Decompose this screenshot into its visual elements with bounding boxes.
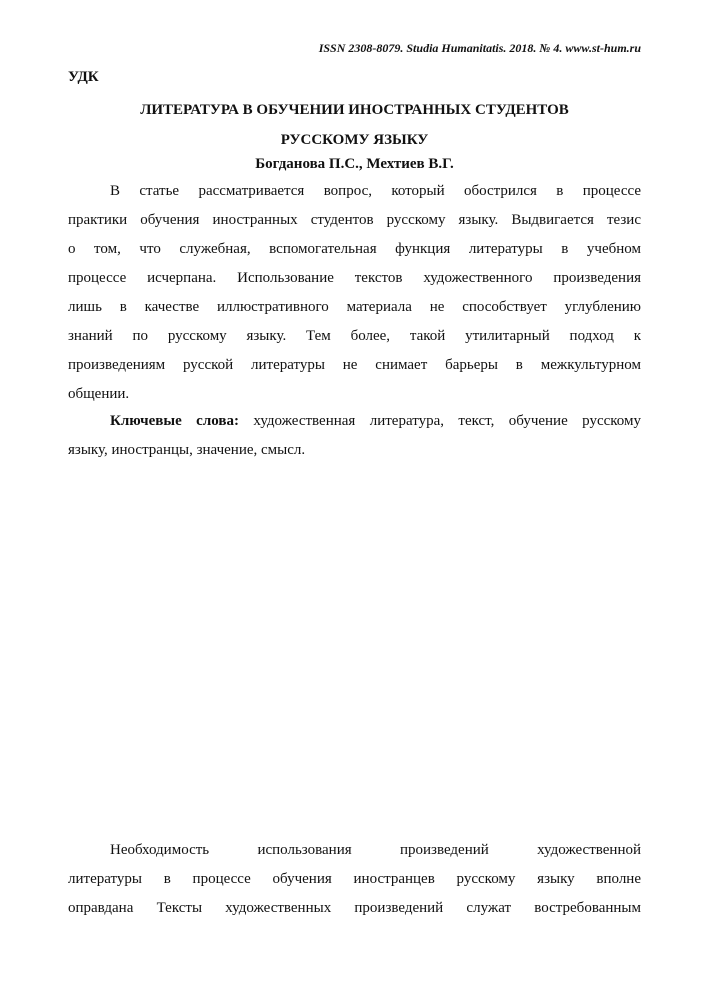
article-title-line-2: РУССКОМУ ЯЗЫКУ <box>280 132 429 148</box>
article-title-line-1: ЛИТЕРАТУРА В ОБУЧЕНИИ ИНОСТРАННЫХ СТУДЕНТОВ <box>140 102 569 118</box>
abstract-line: общении. <box>68 386 130 402</box>
abstract-line: процессе исчерпана. Использование текстов художественного произведения <box>68 270 641 286</box>
abstract-line: знаний по русскому языку. Тем более, такой утилитарный подход к <box>68 328 641 344</box>
authors: Богданова П.С., Мехтиев В.Г. <box>255 156 454 172</box>
keywords-text: художественная литература, текст, обучение русскому <box>238 413 641 429</box>
body-paragraph <box>68 836 641 923</box>
body-line: литературы в процессе обучения иностранцев русскому языку вполне <box>68 871 641 887</box>
keywords-line-2: языку, иностранцы, значение, смысл. <box>68 442 306 458</box>
udk-label: УДК <box>68 69 99 85</box>
abstract-line: лишь в качестве иллюстративного материала не способствует углублению <box>68 299 641 315</box>
abstract-line: В статье рассматривается вопрос, который обострился в процессе <box>110 183 641 199</box>
journal-header: ISSN 2308-8079. Studia Humanitatis. 2018. № 4. www.st-hum.ru <box>318 41 641 55</box>
abstract-line: практики обучения иностранных студентов русскому языку. Выдвигается тезис <box>68 212 641 228</box>
article-title <box>68 95 641 155</box>
keywords-paragraph <box>68 407 641 465</box>
keywords-label: Ключевые слова: <box>110 413 239 429</box>
abstract-line: произведениям русской литературы не снимает барьеры в межкультурном <box>68 357 641 373</box>
keywords-line-1 <box>68 407 641 436</box>
abstract-paragraph <box>68 177 641 409</box>
body-line: Необходимость использования произведений художественной <box>110 842 641 858</box>
abstract-line: о том, что служебная, вспомогательная функция литературы в учебном <box>68 241 641 257</box>
body-line: оправдана Тексты художественных произведений служат востребованным <box>68 900 641 916</box>
